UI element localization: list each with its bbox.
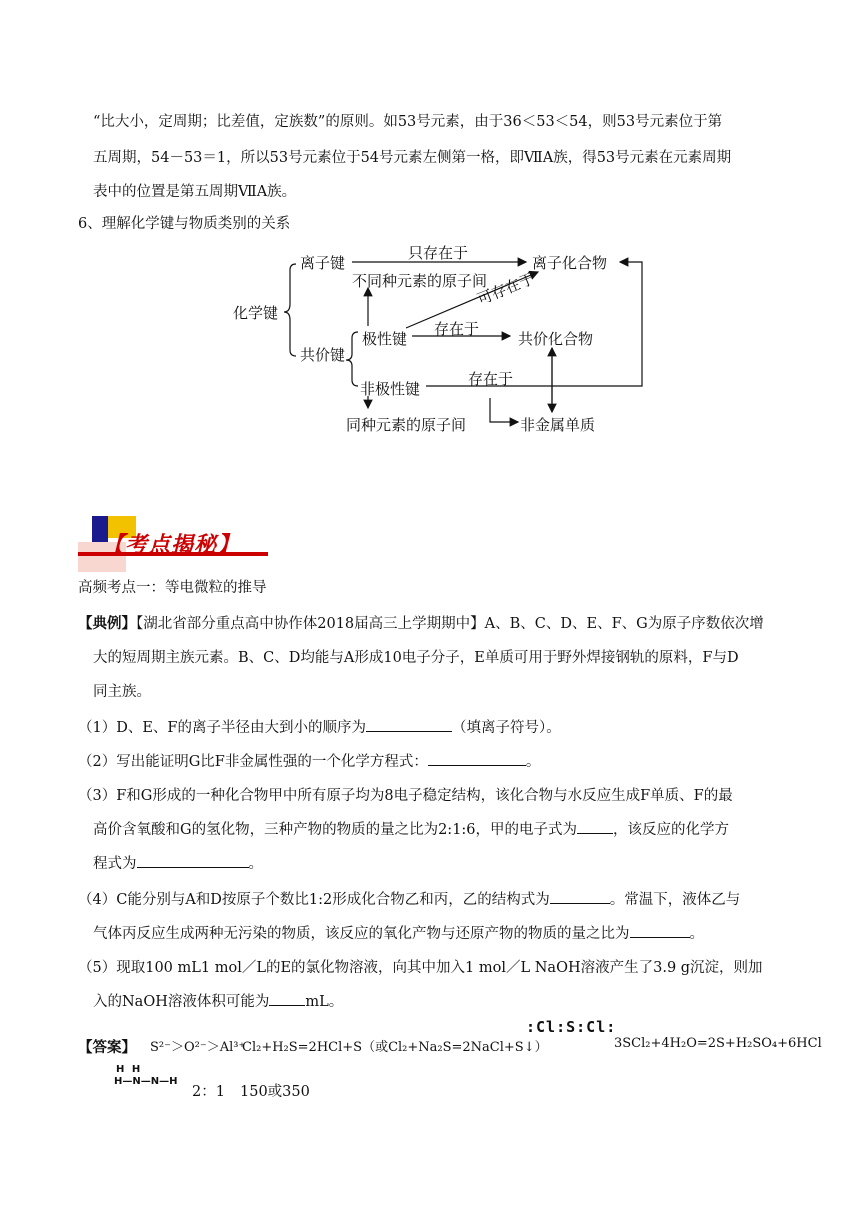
diagram-exists-in-2: 存在于 <box>468 370 514 388</box>
question-3-line-3-text: 程式为 <box>93 856 137 872</box>
answer-ions: S²⁻＞O²⁻＞Al³⁺ <box>150 1040 246 1055</box>
diagram-may-exist-in: 可存在于 <box>474 269 538 309</box>
question-4-line-1-suffix: 。常温下，液体乙与 <box>609 892 741 908</box>
diagram-covalent-compound: 共价化合物 <box>518 330 594 348</box>
answer-blank <box>366 719 452 732</box>
intro-line-1: “比大小，定周期；比差值，定族数”的原则。如53号元素，由于36＜53＜54，则53号元素位于第 <box>93 114 723 130</box>
answer-volumes: 150或350 <box>240 1084 310 1100</box>
example-line-3: 同主族。 <box>93 684 151 700</box>
question-4-line-1 <box>78 888 740 909</box>
diagram-ionic-bond: 离子键 <box>300 254 346 272</box>
question-3-line-2-suffix: ，该反应的化学方 <box>613 822 730 838</box>
example-line-2: 大的短周期主族元素。B、C、D均能与A形成10电子分子，E单质可用于野外焊接钢轨的原料，F与D <box>93 650 739 666</box>
question-4-line-1-text: （4）C能分别与A和D按原子个数比1:2形成化合物乙和丙，乙的结构式为 <box>78 892 550 908</box>
answer-blank <box>137 855 249 868</box>
diagram-ionic-compound: 离子化合物 <box>532 254 608 272</box>
diagram-covalent-bond: 共价键 <box>300 346 346 364</box>
diagram-only-exists-in: 只存在于 <box>408 244 469 262</box>
answer-equation-1: Cl₂+H₂S=2HCl+S（或Cl₂+Na₂S=2NaCl+S↓） <box>242 1040 548 1055</box>
question-2-text: （2）写出能证明G比F非金属性强的一个化学方程式： <box>78 754 428 770</box>
section-6-title: 6、理解化学键与物质类别的关系 <box>78 216 291 232</box>
question-1-text: （1）D、E、F的离子半径由大到小的顺序为 <box>78 720 366 736</box>
lewis-structure: :Cl:S:Cl: <box>526 1018 617 1036</box>
question-2-suffix: 。 <box>525 754 541 770</box>
question-2 <box>78 750 540 771</box>
answer-blank <box>428 753 526 766</box>
question-3-line-2-text: 高价含氧酸和G的氢化物，三种产物的物质的量之比为2:1:6，甲的电子式为 <box>93 822 578 838</box>
question-4-line-2-suffix: 。 <box>689 926 704 942</box>
intro-line-3: 表中的位置是第五周期ⅦA族。 <box>93 184 297 200</box>
answer-label: 【答案】 <box>78 1039 136 1056</box>
example-label: 【典例】 <box>78 615 136 632</box>
question-1-suffix: （填离子符号）。 <box>452 720 561 736</box>
question-3-line-1: （3）F和G形成的一种化合物甲中所有原子均为8电子稳定结构，该化合物与水反应生成F单质、F的最 <box>78 788 733 804</box>
diagram-diff-elements: 不同种元素的原子间 <box>352 272 488 290</box>
question-3-line-3-suffix: 。 <box>248 856 263 872</box>
diagram-polar-bond: 极性键 <box>362 330 408 348</box>
diagram-root-label: 化学键 <box>233 304 279 322</box>
question-1 <box>78 716 561 737</box>
question-5-line-1: （5）现取100 mL1 mol／L的E的氯化物溶液，向其中加入1 mol／L NaOH溶液产生了3.9 g沉淀，则加 <box>78 960 763 976</box>
question-5-line-2-suffix: mL。 <box>305 994 344 1010</box>
diagram-nonmetal-element: 非金属单质 <box>520 416 596 434</box>
section-banner <box>78 516 268 572</box>
diagram-exists-in-1: 存在于 <box>434 320 480 338</box>
example-line-1-text: A、B、C、D、E、F、G为原子序数依次增 <box>484 616 764 632</box>
hydrazine-structure: H—N—N—H <box>114 1076 178 1087</box>
answer-ratio: 2：1 <box>192 1084 225 1100</box>
answer-blank <box>577 821 613 834</box>
banner-text: 【考点揭秘】 <box>102 532 241 558</box>
diagram-same-elements: 同种元素的原子间 <box>346 416 467 434</box>
answer-blank <box>550 891 610 904</box>
question-4-line-2-text: 气体丙反应生成两种无污染的物质，该反应的氧化产物与还原产物的物质的量之比为 <box>93 926 630 942</box>
hydrazine-structure-top: H H <box>116 1064 143 1075</box>
question-4-line-2 <box>93 922 704 943</box>
question-5-line-2-text: 入的NaOH溶液体积可能为 <box>93 994 270 1010</box>
answer-blank <box>630 925 690 938</box>
question-3-line-3 <box>93 852 263 873</box>
diagram-nonpolar-bond: 非极性键 <box>360 380 421 398</box>
example-source: 【湖北省部分重点高中协作体2018届高三上学期期中】 <box>136 616 485 632</box>
answer-blank <box>269 993 305 1006</box>
question-5-line-2 <box>93 990 343 1011</box>
intro-line-2: 五周期，54－53＝1，所以53号元素位于54号元素左侧第一格，即ⅦA族，得53号元素在元素周期 <box>93 150 732 166</box>
question-3-line-2 <box>93 818 729 839</box>
topic-1-heading: 高频考点一：等电微粒的推导 <box>78 580 267 596</box>
example-line-1 <box>78 612 764 633</box>
answer-equation-2: 3SCl₂+4H₂O=2S+H₂SO₄+6HCl <box>614 1036 822 1051</box>
